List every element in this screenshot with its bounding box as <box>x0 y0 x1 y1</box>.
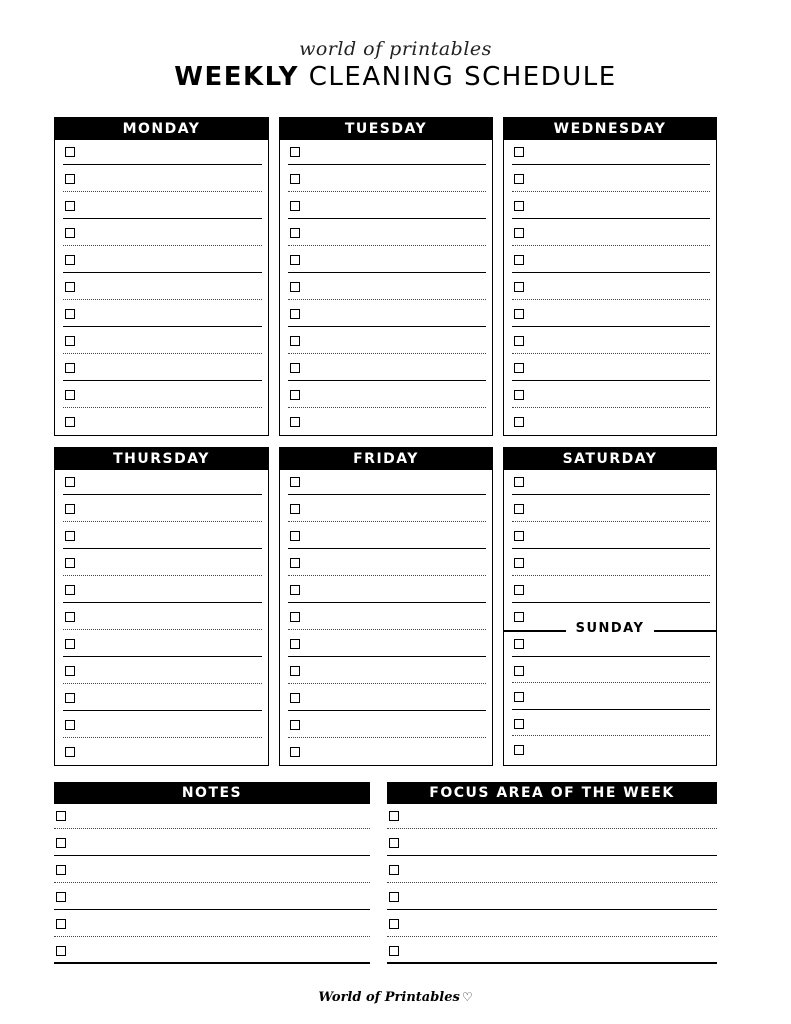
notes-header: NOTES <box>54 782 370 804</box>
write-line[interactable] <box>54 962 370 964</box>
task-row <box>55 524 268 551</box>
write-line[interactable] <box>512 709 710 710</box>
checkbox-icon[interactable] <box>56 919 66 929</box>
focus-header: FOCUS AREA OF THE WEEK <box>387 782 717 804</box>
task-row <box>504 524 716 551</box>
write-line[interactable] <box>512 656 710 657</box>
checkbox-icon[interactable] <box>514 666 524 676</box>
checkbox-icon[interactable] <box>514 719 524 729</box>
task-row <box>280 686 492 713</box>
checkbox-icon[interactable] <box>65 255 75 265</box>
checkbox-icon[interactable] <box>290 363 300 373</box>
checkbox-icon[interactable] <box>389 811 399 821</box>
task-row <box>55 275 268 302</box>
task-row <box>280 524 492 551</box>
task-row <box>504 167 716 194</box>
tuesday-task-list <box>280 140 492 437</box>
checkbox-icon[interactable] <box>290 477 300 487</box>
wednesday-header: WEDNESDAY <box>504 118 716 140</box>
write-line[interactable] <box>512 326 710 327</box>
task-row <box>280 713 492 740</box>
task-row <box>55 632 268 659</box>
write-line[interactable] <box>512 272 710 273</box>
task-row <box>280 470 492 497</box>
tuesday-header: TUESDAY <box>280 118 492 140</box>
write-line[interactable] <box>63 299 262 300</box>
task-row <box>55 410 268 437</box>
friday-header: FRIDAY <box>280 448 492 470</box>
checkbox-icon[interactable] <box>65 612 75 622</box>
task-row <box>504 383 716 410</box>
task-row <box>504 497 716 524</box>
task-row <box>280 383 492 410</box>
checkbox-icon[interactable] <box>65 477 75 487</box>
write-line[interactable] <box>512 218 710 219</box>
checkbox-icon[interactable] <box>65 666 75 676</box>
task-row <box>280 497 492 524</box>
write-line[interactable] <box>387 909 717 910</box>
checkbox-icon[interactable] <box>65 174 75 184</box>
page-title <box>0 62 791 92</box>
checkbox-icon[interactable] <box>290 336 300 346</box>
checkbox-icon[interactable] <box>514 147 524 157</box>
write-line[interactable] <box>63 548 262 549</box>
checkbox-icon[interactable] <box>65 228 75 238</box>
task-row <box>504 738 716 765</box>
task-row <box>55 167 268 194</box>
task-row <box>54 831 370 858</box>
checkbox-icon[interactable] <box>65 363 75 373</box>
checkbox-icon[interactable] <box>514 336 524 346</box>
task-row <box>504 659 716 686</box>
task-row <box>280 167 492 194</box>
checkbox-icon[interactable] <box>514 201 524 211</box>
task-row <box>280 221 492 248</box>
checkbox-icon[interactable] <box>56 838 66 848</box>
task-row <box>504 275 716 302</box>
write-line[interactable] <box>512 407 710 408</box>
write-line[interactable] <box>54 828 370 829</box>
task-row <box>55 356 268 383</box>
task-row <box>280 329 492 356</box>
write-line[interactable] <box>387 962 717 964</box>
write-line[interactable] <box>288 407 486 408</box>
checkbox-icon[interactable] <box>65 720 75 730</box>
checkbox-icon[interactable] <box>290 282 300 292</box>
task-row <box>504 578 716 605</box>
write-line[interactable] <box>288 521 486 522</box>
task-row <box>280 194 492 221</box>
checkbox-icon[interactable] <box>65 417 75 427</box>
task-row <box>280 551 492 578</box>
write-line[interactable] <box>387 882 717 883</box>
task-row <box>387 885 717 912</box>
task-row <box>55 740 268 767</box>
task-row <box>387 804 717 831</box>
focus-section <box>387 782 717 966</box>
write-line[interactable] <box>288 494 486 495</box>
task-row <box>280 410 492 437</box>
checkbox-icon[interactable] <box>290 228 300 238</box>
write-line[interactable] <box>63 353 262 354</box>
task-row <box>55 248 268 275</box>
write-line[interactable] <box>63 245 262 246</box>
checkbox-icon[interactable] <box>514 477 524 487</box>
checkbox-icon[interactable] <box>65 336 75 346</box>
write-line[interactable] <box>288 299 486 300</box>
checkbox-icon[interactable] <box>65 585 75 595</box>
task-row <box>55 686 268 713</box>
task-row <box>55 221 268 248</box>
task-row <box>387 831 717 858</box>
checkbox-icon[interactable] <box>290 558 300 568</box>
checkbox-icon[interactable] <box>290 201 300 211</box>
write-line[interactable] <box>63 629 262 630</box>
brand-script-logo: world of printables <box>299 38 492 60</box>
friday-task-list <box>280 470 492 767</box>
task-row <box>55 140 268 167</box>
checkbox-icon[interactable] <box>65 201 75 211</box>
checkbox-icon[interactable] <box>514 558 524 568</box>
task-row <box>280 248 492 275</box>
write-line[interactable] <box>63 164 262 165</box>
task-row <box>280 275 492 302</box>
write-line[interactable] <box>512 735 710 736</box>
checkbox-icon[interactable] <box>65 504 75 514</box>
checkbox-icon[interactable] <box>290 147 300 157</box>
tuesday-box <box>279 117 493 436</box>
checkbox-icon[interactable] <box>290 417 300 427</box>
footer-brand <box>0 990 791 1005</box>
task-row <box>55 605 268 632</box>
friday-box <box>279 447 493 766</box>
write-line[interactable] <box>288 629 486 630</box>
write-line[interactable] <box>288 710 486 711</box>
title-rest: CLEANING SCHEDULE <box>308 62 617 92</box>
checkbox-icon[interactable] <box>514 390 524 400</box>
saturday-header: SATURDAY <box>504 448 716 470</box>
task-row <box>54 804 370 831</box>
task-row <box>504 194 716 221</box>
checkbox-icon[interactable] <box>514 363 524 373</box>
checkbox-icon[interactable] <box>514 228 524 238</box>
write-line[interactable] <box>288 683 486 684</box>
task-row <box>280 632 492 659</box>
write-line[interactable] <box>54 882 370 883</box>
task-row <box>54 858 370 885</box>
write-line[interactable] <box>63 218 262 219</box>
checkbox-icon[interactable] <box>290 747 300 757</box>
write-line[interactable] <box>387 936 717 937</box>
task-row <box>280 605 492 632</box>
write-line[interactable] <box>512 602 710 603</box>
write-line[interactable] <box>288 737 486 738</box>
wednesday-task-list <box>504 140 716 437</box>
checkbox-icon[interactable] <box>65 309 75 319</box>
checkbox-icon[interactable] <box>514 282 524 292</box>
write-line[interactable] <box>512 353 710 354</box>
write-line[interactable] <box>288 326 486 327</box>
task-row <box>54 912 370 939</box>
write-line[interactable] <box>54 936 370 937</box>
write-line[interactable] <box>63 521 262 522</box>
task-row <box>504 302 716 329</box>
task-row <box>504 551 716 578</box>
write-line[interactable] <box>63 602 262 603</box>
write-line[interactable] <box>63 380 262 381</box>
heart-icon: ♡ <box>461 990 473 1004</box>
monday-box <box>54 117 269 436</box>
write-line[interactable] <box>63 272 262 273</box>
checkbox-icon[interactable] <box>389 838 399 848</box>
checkbox-icon[interactable] <box>65 147 75 157</box>
checkbox-icon[interactable] <box>389 865 399 875</box>
write-line[interactable] <box>288 164 486 165</box>
checkbox-icon[interactable] <box>290 174 300 184</box>
write-line[interactable] <box>288 656 486 657</box>
write-line[interactable] <box>288 575 486 576</box>
task-row <box>504 685 716 712</box>
write-line[interactable] <box>63 494 262 495</box>
task-row <box>55 659 268 686</box>
write-line[interactable] <box>512 380 710 381</box>
write-line[interactable] <box>63 656 262 657</box>
task-row <box>55 329 268 356</box>
task-row <box>387 912 717 939</box>
write-line[interactable] <box>288 272 486 273</box>
checkbox-icon[interactable] <box>290 639 300 649</box>
task-row <box>54 939 370 966</box>
task-row <box>280 578 492 605</box>
write-line[interactable] <box>512 191 710 192</box>
checkbox-icon[interactable] <box>65 558 75 568</box>
task-row <box>55 470 268 497</box>
write-line[interactable] <box>288 245 486 246</box>
monday-header: MONDAY <box>55 118 268 140</box>
checkbox-icon[interactable] <box>514 692 524 702</box>
checkbox-icon[interactable] <box>514 531 524 541</box>
saturday-task-list <box>504 470 716 632</box>
checkbox-icon[interactable] <box>65 282 75 292</box>
checkbox-icon[interactable] <box>514 417 524 427</box>
thursday-task-list <box>55 470 268 767</box>
checkbox-icon[interactable] <box>290 693 300 703</box>
write-line[interactable] <box>63 191 262 192</box>
write-line[interactable] <box>288 218 486 219</box>
checkbox-icon[interactable] <box>290 504 300 514</box>
task-row <box>387 858 717 885</box>
checkbox-icon[interactable] <box>290 531 300 541</box>
write-line[interactable] <box>512 521 710 522</box>
write-line[interactable] <box>512 164 710 165</box>
write-line[interactable] <box>512 299 710 300</box>
monday-task-list <box>55 140 268 437</box>
task-row <box>280 740 492 767</box>
footer-brand-text: World of Printables <box>318 990 460 1005</box>
task-row <box>280 140 492 167</box>
task-row <box>54 885 370 912</box>
thursday-box <box>54 447 269 766</box>
checkbox-icon[interactable] <box>290 255 300 265</box>
checkbox-icon[interactable] <box>290 612 300 622</box>
write-line[interactable] <box>387 855 717 856</box>
task-row <box>387 939 717 966</box>
checkbox-icon[interactable] <box>514 585 524 595</box>
checkbox-icon[interactable] <box>514 639 524 649</box>
task-row <box>55 578 268 605</box>
write-line[interactable] <box>288 353 486 354</box>
checkbox-icon[interactable] <box>514 309 524 319</box>
write-line[interactable] <box>512 682 710 683</box>
write-line[interactable] <box>387 828 717 829</box>
thursday-header: THURSDAY <box>55 448 268 470</box>
task-row <box>504 410 716 437</box>
write-line[interactable] <box>512 245 710 246</box>
checkbox-icon[interactable] <box>290 390 300 400</box>
task-row <box>504 712 716 739</box>
checkbox-icon[interactable] <box>514 504 524 514</box>
write-line[interactable] <box>288 602 486 603</box>
checkbox-icon[interactable] <box>389 946 399 956</box>
task-row <box>55 713 268 740</box>
checkbox-icon[interactable] <box>56 892 66 902</box>
task-row <box>504 221 716 248</box>
write-line[interactable] <box>63 326 262 327</box>
write-line[interactable] <box>54 855 370 856</box>
write-line[interactable] <box>63 575 262 576</box>
write-line[interactable] <box>288 380 486 381</box>
checkbox-icon[interactable] <box>56 946 66 956</box>
task-row <box>280 659 492 686</box>
checkbox-icon[interactable] <box>290 309 300 319</box>
task-row <box>55 302 268 329</box>
task-row <box>280 302 492 329</box>
write-line[interactable] <box>512 494 710 495</box>
checkbox-icon[interactable] <box>389 919 399 929</box>
checkbox-icon[interactable] <box>290 585 300 595</box>
checkbox-icon[interactable] <box>56 865 66 875</box>
notes-section <box>54 782 370 966</box>
task-row <box>504 140 716 167</box>
checkbox-icon[interactable] <box>65 747 75 757</box>
task-row <box>504 356 716 383</box>
task-row <box>504 248 716 275</box>
checkbox-icon[interactable] <box>65 390 75 400</box>
write-line[interactable] <box>63 737 262 738</box>
sunday-header: SUNDAY <box>566 621 655 636</box>
checkbox-icon[interactable] <box>514 174 524 184</box>
write-line[interactable] <box>63 683 262 684</box>
checkbox-icon[interactable] <box>65 531 75 541</box>
checkbox-icon[interactable] <box>56 811 66 821</box>
checkbox-icon[interactable] <box>514 745 524 755</box>
focus-list <box>387 804 717 966</box>
wednesday-box <box>503 117 717 436</box>
write-line[interactable] <box>288 191 486 192</box>
task-row <box>55 551 268 578</box>
checkbox-icon[interactable] <box>514 255 524 265</box>
write-line[interactable] <box>288 548 486 549</box>
task-row <box>55 497 268 524</box>
checkbox-icon[interactable] <box>290 666 300 676</box>
task-row <box>55 383 268 410</box>
task-row <box>280 356 492 383</box>
checkbox-icon[interactable] <box>290 720 300 730</box>
saturday-sunday-box <box>503 447 717 766</box>
task-row <box>504 470 716 497</box>
checkbox-icon[interactable] <box>65 693 75 703</box>
task-row <box>504 329 716 356</box>
title-bold: WEEKLY <box>174 62 299 92</box>
write-line[interactable] <box>512 548 710 549</box>
sunday-task-list <box>504 632 716 765</box>
write-line[interactable] <box>512 575 710 576</box>
write-line[interactable] <box>63 710 262 711</box>
checkbox-icon[interactable] <box>65 639 75 649</box>
task-row <box>55 194 268 221</box>
checkbox-icon[interactable] <box>389 892 399 902</box>
notes-list <box>54 804 370 966</box>
write-line[interactable] <box>54 909 370 910</box>
write-line[interactable] <box>63 407 262 408</box>
